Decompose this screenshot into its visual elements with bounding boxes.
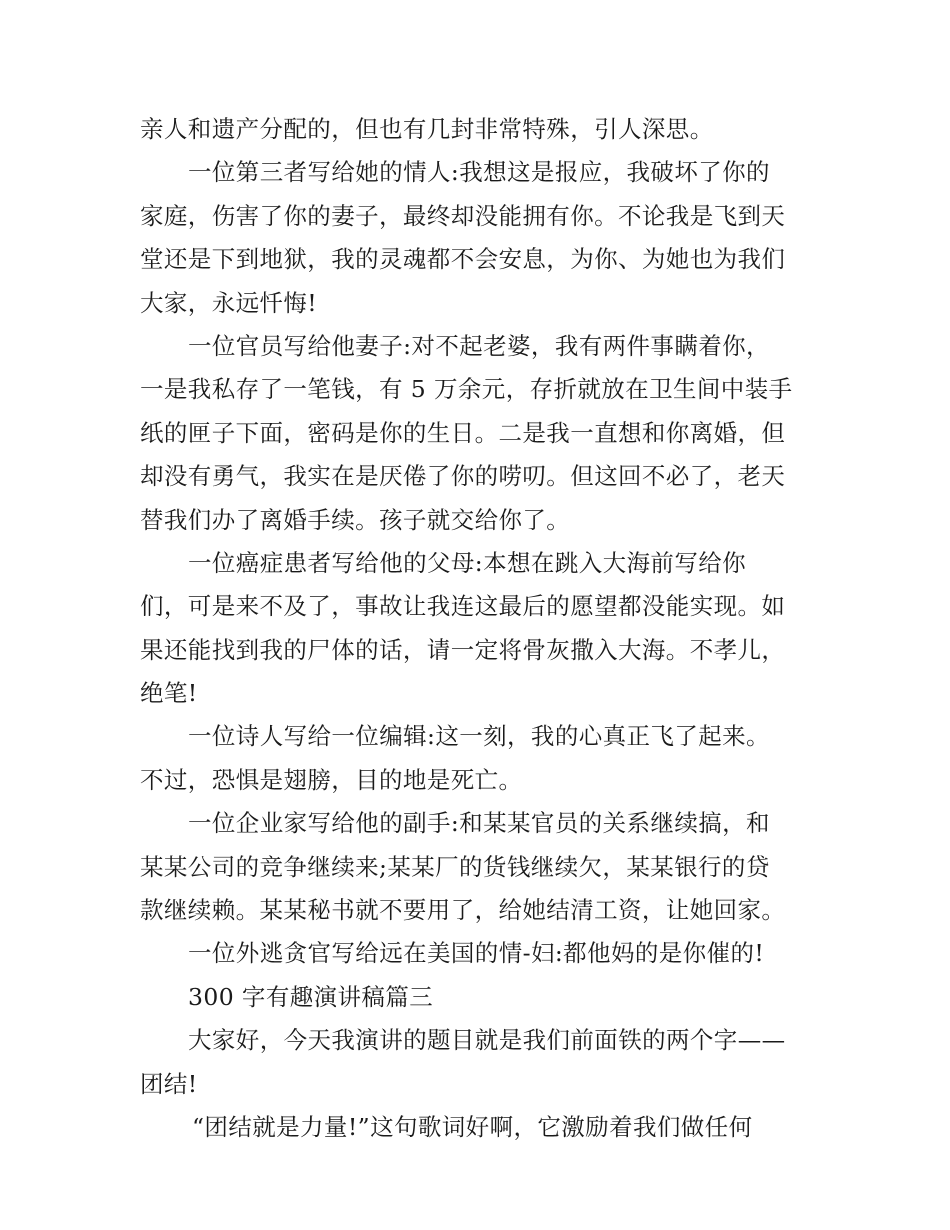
document-body: [140, 108, 815, 1149]
text-line: 一位诗人写给一位编辑:这一刻，我的心真正飞了起来。: [188, 722, 770, 751]
text-line: 替我们办了离婚手续。孩子就交给你了。: [140, 505, 571, 534]
section-heading: 300 字有趣演讲稿篇三: [188, 982, 434, 1011]
text-line: 一位第三者写给她的情人:我想这是报应，我破坏了你的: [188, 158, 770, 187]
text-line: 不过，恐惧是翅膀，目的地是死亡。: [140, 765, 523, 794]
text-line: 果还能找到我的尸体的话，请一定将骨灰撒入大海。不孝儿，: [140, 635, 786, 664]
text-line: 大家，永远忏悔!: [140, 288, 318, 317]
text-line: “团结就是力量!”这句歌词好啊，它激励着我们做任何: [192, 1112, 753, 1141]
text-line: 一是我私存了一笔钱，有 5 万余元，存折就放在卫生间中装手: [140, 375, 793, 404]
text-line: 款继续赖。某某秘书就不要用了，给她结清工资，让她回家。: [140, 896, 786, 925]
text-line: 一位外逃贪官写给远在美国的情-妇:都他妈的是你催的!: [188, 939, 765, 968]
text-line: 却没有勇气，我实在是厌倦了你的唠叨。但这回不必了，老天: [140, 462, 786, 491]
text-line: 亲人和遗产分配的，但也有几封非常特殊，引人深思。: [140, 115, 714, 143]
text-line: 堂还是下到地狱，我的灵魂都不会安息，为你、为她也为我们: [140, 245, 786, 274]
text-line: 家庭，伤害了你的妻子，最终却没能拥有你。不论我是飞到天: [140, 201, 786, 230]
text-line: 某某公司的竞争继续来;某某厂的货钱继续欠，某某银行的贷: [140, 852, 770, 881]
text-line: 绝笔!: [140, 679, 198, 708]
text-line: 一位癌症患者写给他的父母:本想在跳入大海前写给你: [188, 548, 747, 577]
text-line: 一位官员写给他妻子:对不起老婆，我有两件事瞒着你，: [188, 331, 770, 360]
text-line: 团结!: [140, 1069, 198, 1098]
text-line: 大家好，今天我演讲的题目就是我们前面铁的两个字——: [188, 1026, 786, 1055]
text-line: 一位企业家写给他的副手:和某某官员的关系继续搞，和: [188, 809, 770, 838]
text-line: 们，可是来不及了，事故让我连这最后的愿望都没能实现。如: [140, 592, 786, 621]
text-line: 纸的匣子下面，密码是你的生日。二是我一直想和你离婚，但: [140, 418, 786, 447]
